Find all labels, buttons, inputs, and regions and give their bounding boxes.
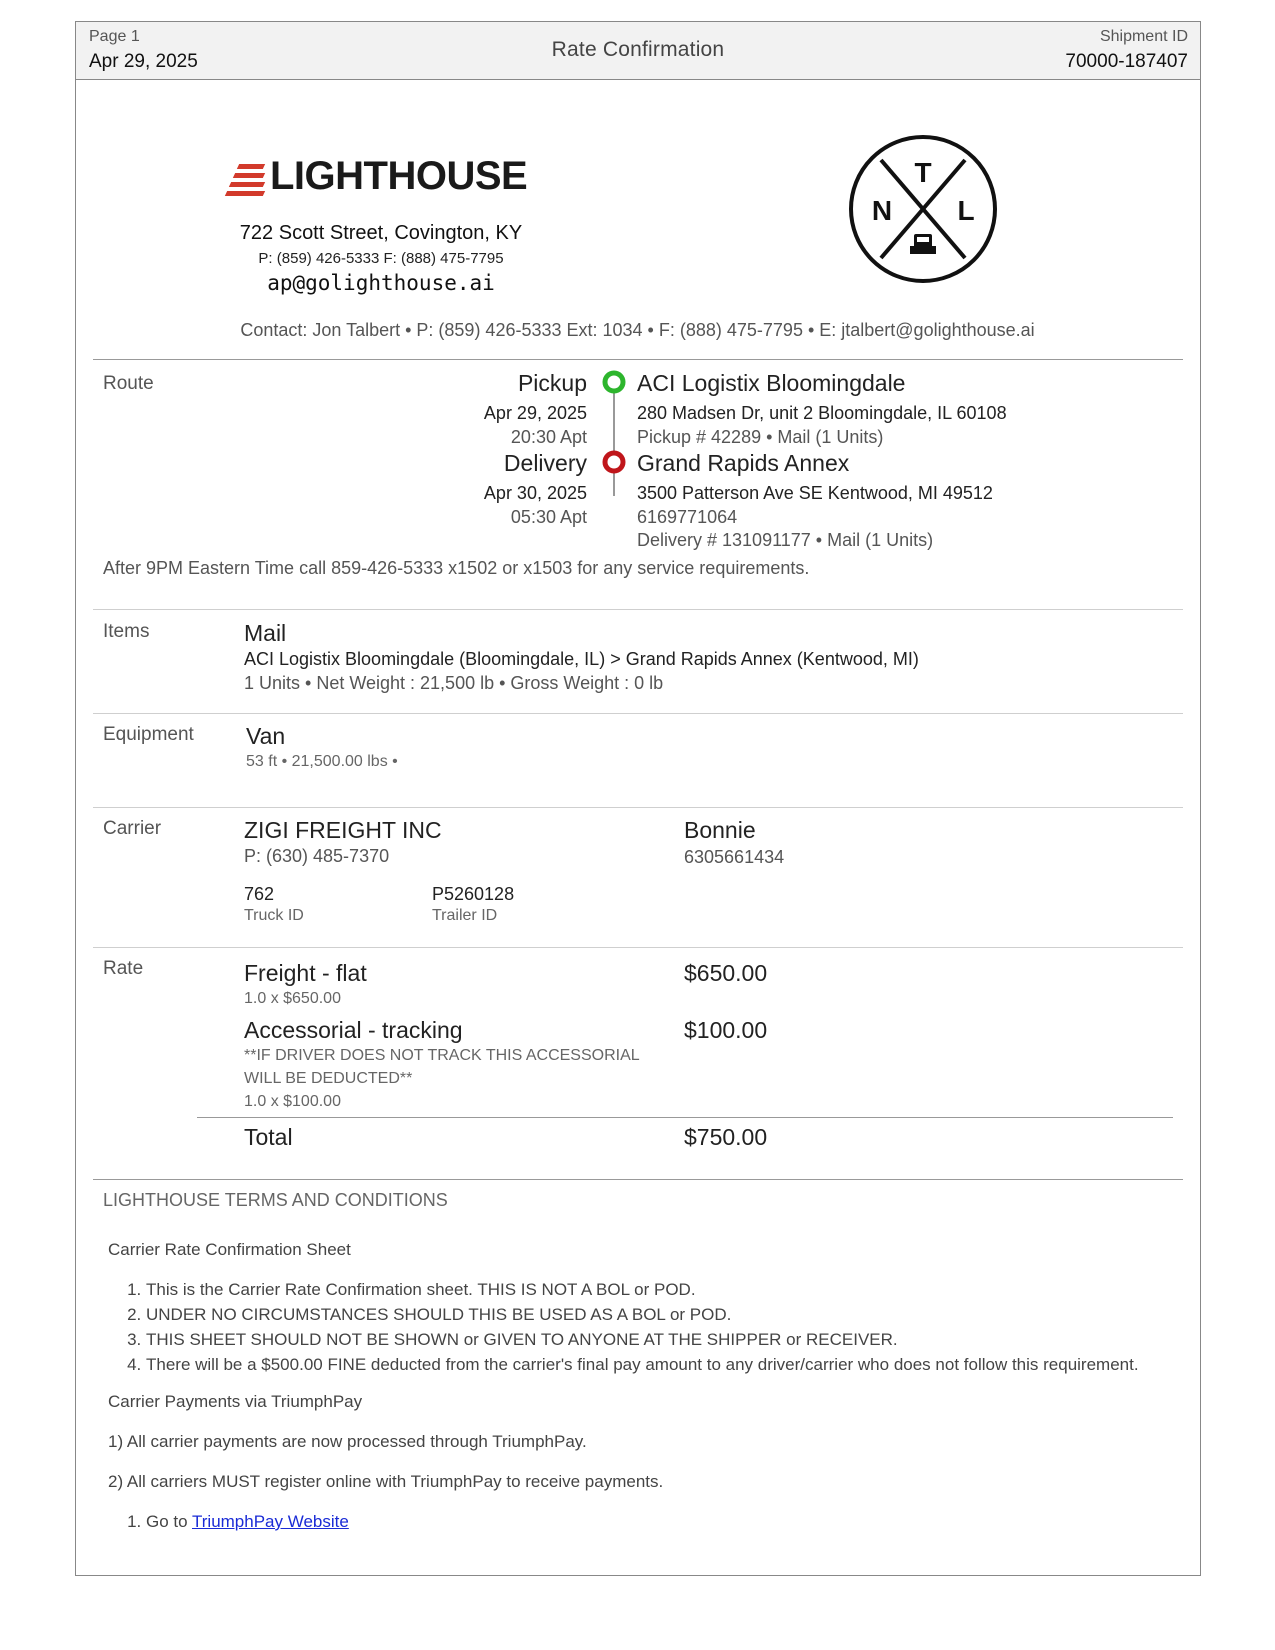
delivery-detail: Delivery # 131091177 • Mail (1 Units) xyxy=(637,530,934,550)
divider xyxy=(93,359,1183,360)
trailer-id: P5260128 xyxy=(432,884,515,904)
shipment-id: 70000-187407 xyxy=(1065,51,1188,72)
delivery-marker-icon xyxy=(602,450,626,474)
divider xyxy=(93,1179,1183,1180)
header-date: Apr 29, 2025 xyxy=(89,51,198,72)
carrier-contact-name: Bonnie xyxy=(684,817,756,843)
pickup-time: 20:30 Apt xyxy=(510,427,587,447)
terms-title: LIGHTHOUSE TERMS AND CONDITIONS xyxy=(103,1190,448,1210)
logo-letter-l: L xyxy=(957,195,975,226)
pickup-marker-icon xyxy=(602,370,626,394)
divider xyxy=(93,947,1183,948)
goto-prefix: Go to xyxy=(146,1512,192,1531)
rate-line-name: Accessorial - tracking xyxy=(244,1017,463,1043)
item-detail: 1 Units • Net Weight : 21,500 lb • Gross Weight : 0 lb xyxy=(244,673,664,693)
service-note: After 9PM Eastern Time call 859-426-5333 x1502 or x1503 for any service requirements. xyxy=(103,558,810,578)
items-label: Items xyxy=(103,621,150,642)
rate-line-amount: $100.00 xyxy=(684,1017,768,1043)
carrier-logo-icon xyxy=(848,134,998,284)
carrier-label: Carrier xyxy=(103,818,162,839)
goto-list xyxy=(108,1512,1168,1532)
delivery-kind: Delivery xyxy=(503,450,587,476)
equipment-detail: 53 ft • 21,500.00 lbs • xyxy=(246,753,398,770)
sheet-list xyxy=(108,1280,1168,1375)
rate-line-name: Freight - flat xyxy=(244,960,367,986)
total-divider xyxy=(197,1117,1173,1118)
rate-line-note: **IF DRIVER DOES NOT TRACK THIS ACCESSORIAL xyxy=(244,1047,640,1064)
delivery-time: 05:30 Apt xyxy=(510,507,587,527)
rate-line-amount: $650.00 xyxy=(684,960,768,986)
shipment-id-label: Shipment ID xyxy=(1099,28,1188,45)
trailer-id-label: Trailer ID xyxy=(432,907,498,924)
delivery-name: Grand Rapids Annex xyxy=(637,450,850,476)
truck-id: 762 xyxy=(244,884,275,904)
sheet-heading: Carrier Rate Confirmation Sheet xyxy=(108,1240,351,1259)
payments-line-2: 2) All carriers MUST register online with TriumphPay to receive payments. xyxy=(108,1472,664,1491)
list-item: 1. This is the Carrier Rate Confirmation sheet. THIS IS NOT A BOL or POD. xyxy=(146,1280,1168,1300)
pickup-address: 280 Madsen Dr, unit 2 Bloomingdale, IL 60108 xyxy=(637,403,1007,423)
divider xyxy=(93,807,1183,808)
pickup-date: Apr 29, 2025 xyxy=(483,403,587,423)
terms-body xyxy=(108,1240,1168,1537)
carrier-contact-phone: 6305661434 xyxy=(684,847,785,867)
total-label: Total xyxy=(244,1124,293,1150)
item-name: Mail xyxy=(244,620,287,646)
page-number: Page 1 xyxy=(89,28,140,45)
document-title: Rate Confirmation xyxy=(551,38,725,61)
rate-line-detail: 1.0 x $100.00 xyxy=(244,1093,341,1110)
list-item: 4. There will be a $500.00 FINE deducted from the carrier's final pay amount to any driver/carrier who does not follow this requirement. xyxy=(146,1355,1168,1375)
list-item xyxy=(146,1512,1168,1532)
list-item: 3. THIS SHEET SHOULD NOT BE SHOWN or GIVEN TO ANYONE AT THE SHIPPER or RECEIVER. xyxy=(146,1330,1168,1350)
item-lane: ACI Logistix Bloomingdale (Bloomingdale, IL) > Grand Rapids Annex (Kentwood, MI) xyxy=(244,649,919,669)
equipment-label: Equipment xyxy=(103,724,194,745)
triumphpay-website-link[interactable]: TriumphPay Website xyxy=(192,1512,349,1531)
header-bar xyxy=(76,22,1200,80)
lighthouse-logo-mark xyxy=(226,154,536,200)
truck-id-label: Truck ID xyxy=(244,907,304,924)
carrier-name: ZIGI FREIGHT INC xyxy=(244,817,442,843)
broker-phones: P: (859) 426-5333 F: (888) 475-7795 xyxy=(258,250,504,267)
rate-line-detail: 1.0 x $650.00 xyxy=(244,990,341,1007)
contact-line: Contact: Jon Talbert • P: (859) 426-5333 Ext: 1034 • F: (888) 475-7795 • E: jtalbert@golighthouse.ai xyxy=(240,320,1035,340)
logo-wordmark: LIGHTHOUSE xyxy=(270,154,528,198)
rate-line-note: WILL BE DEDUCTED** xyxy=(244,1070,413,1087)
broker-email: ap@golighthouse.ai xyxy=(267,271,495,295)
logo-letter-t: T xyxy=(914,157,932,188)
divider xyxy=(93,609,1183,610)
total-amount: $750.00 xyxy=(684,1124,768,1150)
pickup-detail: Pickup # 42289 • Mail (1 Units) xyxy=(637,427,884,447)
broker-address: 722 Scott Street, Covington, KY xyxy=(239,222,523,244)
truck-icon xyxy=(910,234,936,254)
logo-letter-n: N xyxy=(871,195,893,226)
delivery-phone: 6169771064 xyxy=(637,507,738,527)
payments-line-1: 1) All carrier payments are now processed through TriumphPay. xyxy=(108,1432,587,1451)
route-label: Route xyxy=(103,373,154,394)
delivery-date: Apr 30, 2025 xyxy=(483,483,587,503)
pickup-name: ACI Logistix Bloomingdale xyxy=(637,370,906,396)
list-item: 2. UNDER NO CIRCUMSTANCES SHOULD THIS BE USED AS A BOL or POD. xyxy=(146,1305,1168,1325)
delivery-address: 3500 Patterson Ave SE Kentwood, MI 49512 xyxy=(637,483,993,503)
logo-stripes-icon xyxy=(226,164,270,194)
equipment-type: Van xyxy=(246,723,286,749)
route-connector xyxy=(613,390,615,496)
divider xyxy=(93,713,1183,714)
payments-heading: Carrier Payments via TriumphPay xyxy=(108,1392,363,1411)
carrier-phone: P: (630) 485-7370 xyxy=(244,846,390,866)
pickup-kind: Pickup xyxy=(517,370,587,396)
rate-label: Rate xyxy=(103,958,144,979)
